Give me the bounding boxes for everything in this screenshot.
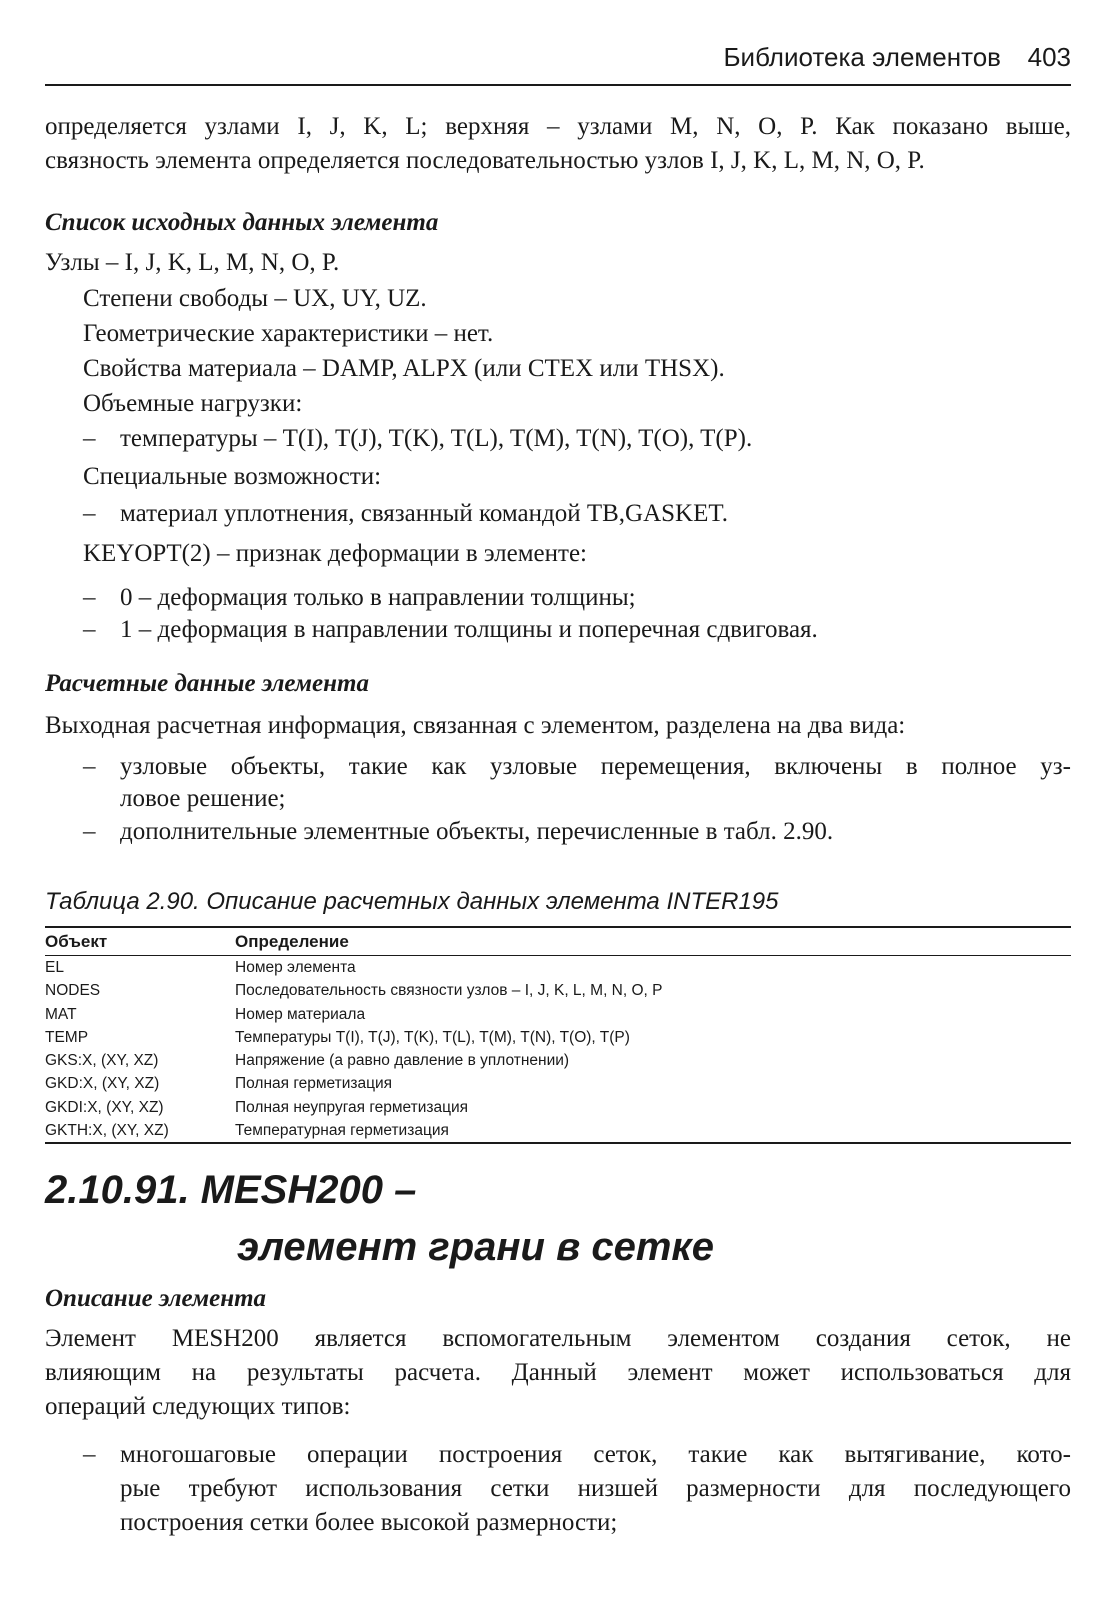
table-cell: GKS:X, (XY, XZ) xyxy=(45,1052,159,1070)
description-item-line-1: многошаговые операции построения сеток, такие как вытягивание, кото- xyxy=(120,1441,1071,1468)
table-row xyxy=(45,1119,1071,1143)
table-row xyxy=(45,1026,1071,1049)
table-caption: Таблица 2.90. Описание расчетных данных элемента INTER195 xyxy=(45,888,779,915)
intro-line-1: определяется узлами I, J, K, L; верхняя – узлами M, N, O, P. Как показано выше, xyxy=(45,113,1071,140)
keyopt-item-0: 0 – деформация только в направлении толщины; xyxy=(120,584,636,611)
special-label: Специальные возможности: xyxy=(83,463,382,490)
table-row xyxy=(45,956,1071,980)
table-cell: GKDI:X, (XY, XZ) xyxy=(45,1098,164,1116)
section-title-line-1: 2.10.91. MESH200 – xyxy=(45,1168,417,1212)
dof-line: Степени свободы – UX, UY, UZ. xyxy=(83,285,427,312)
description-item-line-3: построения сетки более высокой размерности; xyxy=(120,1509,618,1536)
bullet-dash: – xyxy=(83,584,96,611)
table-cell: Полная неупругая герметизация xyxy=(235,1098,469,1116)
output-text: Выходная расчетная информация, связанная с элементом, разделена на два вида: xyxy=(45,712,906,739)
table-cell: MAT xyxy=(45,1005,77,1023)
description-heading: Описание элемента xyxy=(45,1285,267,1312)
table-cell: Номер материала xyxy=(235,1005,366,1023)
section-title-line-2: элемент грани в сетке xyxy=(237,1225,714,1269)
description-line-1: Элемент MESH200 является вспомогательным элементом создания сеток, не xyxy=(45,1325,1071,1352)
output-item-0-cont: ловое решение; xyxy=(120,785,286,812)
keyopt-item-1: 1 – деформация в направлении толщины и поперечная сдвиговая. xyxy=(120,616,818,643)
table-cell: NODES xyxy=(45,982,101,1000)
body-loads-label: Объемные нагрузки: xyxy=(83,390,303,417)
results-table xyxy=(45,926,1071,1144)
table-cell: Номер элемента xyxy=(235,959,356,976)
bullet-dash: – xyxy=(83,500,96,527)
bullet-dash: – xyxy=(83,818,96,845)
table-cell: Температуры T(I), T(J), T(K), T(L), T(M), T(N), T(O), T(P) xyxy=(235,1028,630,1046)
table-row xyxy=(45,1049,1071,1072)
description-item-line-2: рые требуют использования сетки низшей размерности для последующего xyxy=(120,1475,1071,1502)
column-header: Объект xyxy=(45,927,235,956)
nodes-line: Узлы – I, J, K, L, M, N, O, P. xyxy=(45,249,340,276)
description-line-2: влияющим на результаты расчета. Данный элемент может использоваться для xyxy=(45,1359,1071,1386)
material-line: Свойства материала – DAMP, ALPX (или CTEX или THSX). xyxy=(83,355,725,382)
table-row xyxy=(45,979,1071,1002)
table-cell: GKTH:X, (XY, XZ) xyxy=(45,1119,235,1143)
body-loads-item: температуры – T(I), T(J), T(K), T(L), T(M), T(N), T(O), T(P). xyxy=(120,425,753,452)
table-cell: TEMP xyxy=(45,1028,89,1046)
output-item-0: узловые объекты, такие как узловые перемещения, включены в полное уз- xyxy=(120,753,1071,780)
header-title: Библиотека элементов xyxy=(723,42,1001,72)
page-number: 403 xyxy=(1027,42,1071,72)
table-row xyxy=(45,1072,1071,1095)
table-cell: Полная герметизация xyxy=(235,1075,393,1093)
table-row xyxy=(45,1003,1071,1026)
table-row xyxy=(45,1096,1071,1119)
bullet-dash: – xyxy=(83,425,96,452)
output-item-1: дополнительные элементные объекты, перечисленные в табл. 2.90. xyxy=(120,818,834,845)
bullet-dash: – xyxy=(83,616,96,643)
table-cell: GKD:X, (XY, XZ) xyxy=(45,1075,160,1093)
bullet-dash: – xyxy=(83,1441,96,1468)
table-cell: EL xyxy=(45,959,64,976)
keyopt-label: KEYOPT(2) – признак деформации в элементе: xyxy=(83,540,588,567)
input-section-heading: Список исходных данных элемента xyxy=(45,209,439,236)
geometry-line: Геометрические характеристики – нет. xyxy=(83,320,494,347)
column-header: Определение xyxy=(235,927,1071,956)
special-item: материал уплотнения, связанный командой TB,GASKET. xyxy=(120,500,729,527)
table-cell: Последовательность связности узлов – I, J, K, L, M, N, O, P xyxy=(235,982,663,1000)
intro-line-2: связность элемента определяется последовательностью узлов I, J, K, L, M, N, O, P. xyxy=(45,147,925,174)
bullet-dash: – xyxy=(83,753,96,780)
table-cell: Напряжение (а равно давление в уплотнении) xyxy=(235,1052,570,1070)
table-header-row xyxy=(45,927,1071,956)
description-line-3: операций следующих типов: xyxy=(45,1393,351,1420)
running-header xyxy=(45,38,1071,86)
table-cell: Температурная герметизация xyxy=(235,1119,1071,1143)
output-section-heading: Расчетные данные элемента xyxy=(45,670,369,697)
